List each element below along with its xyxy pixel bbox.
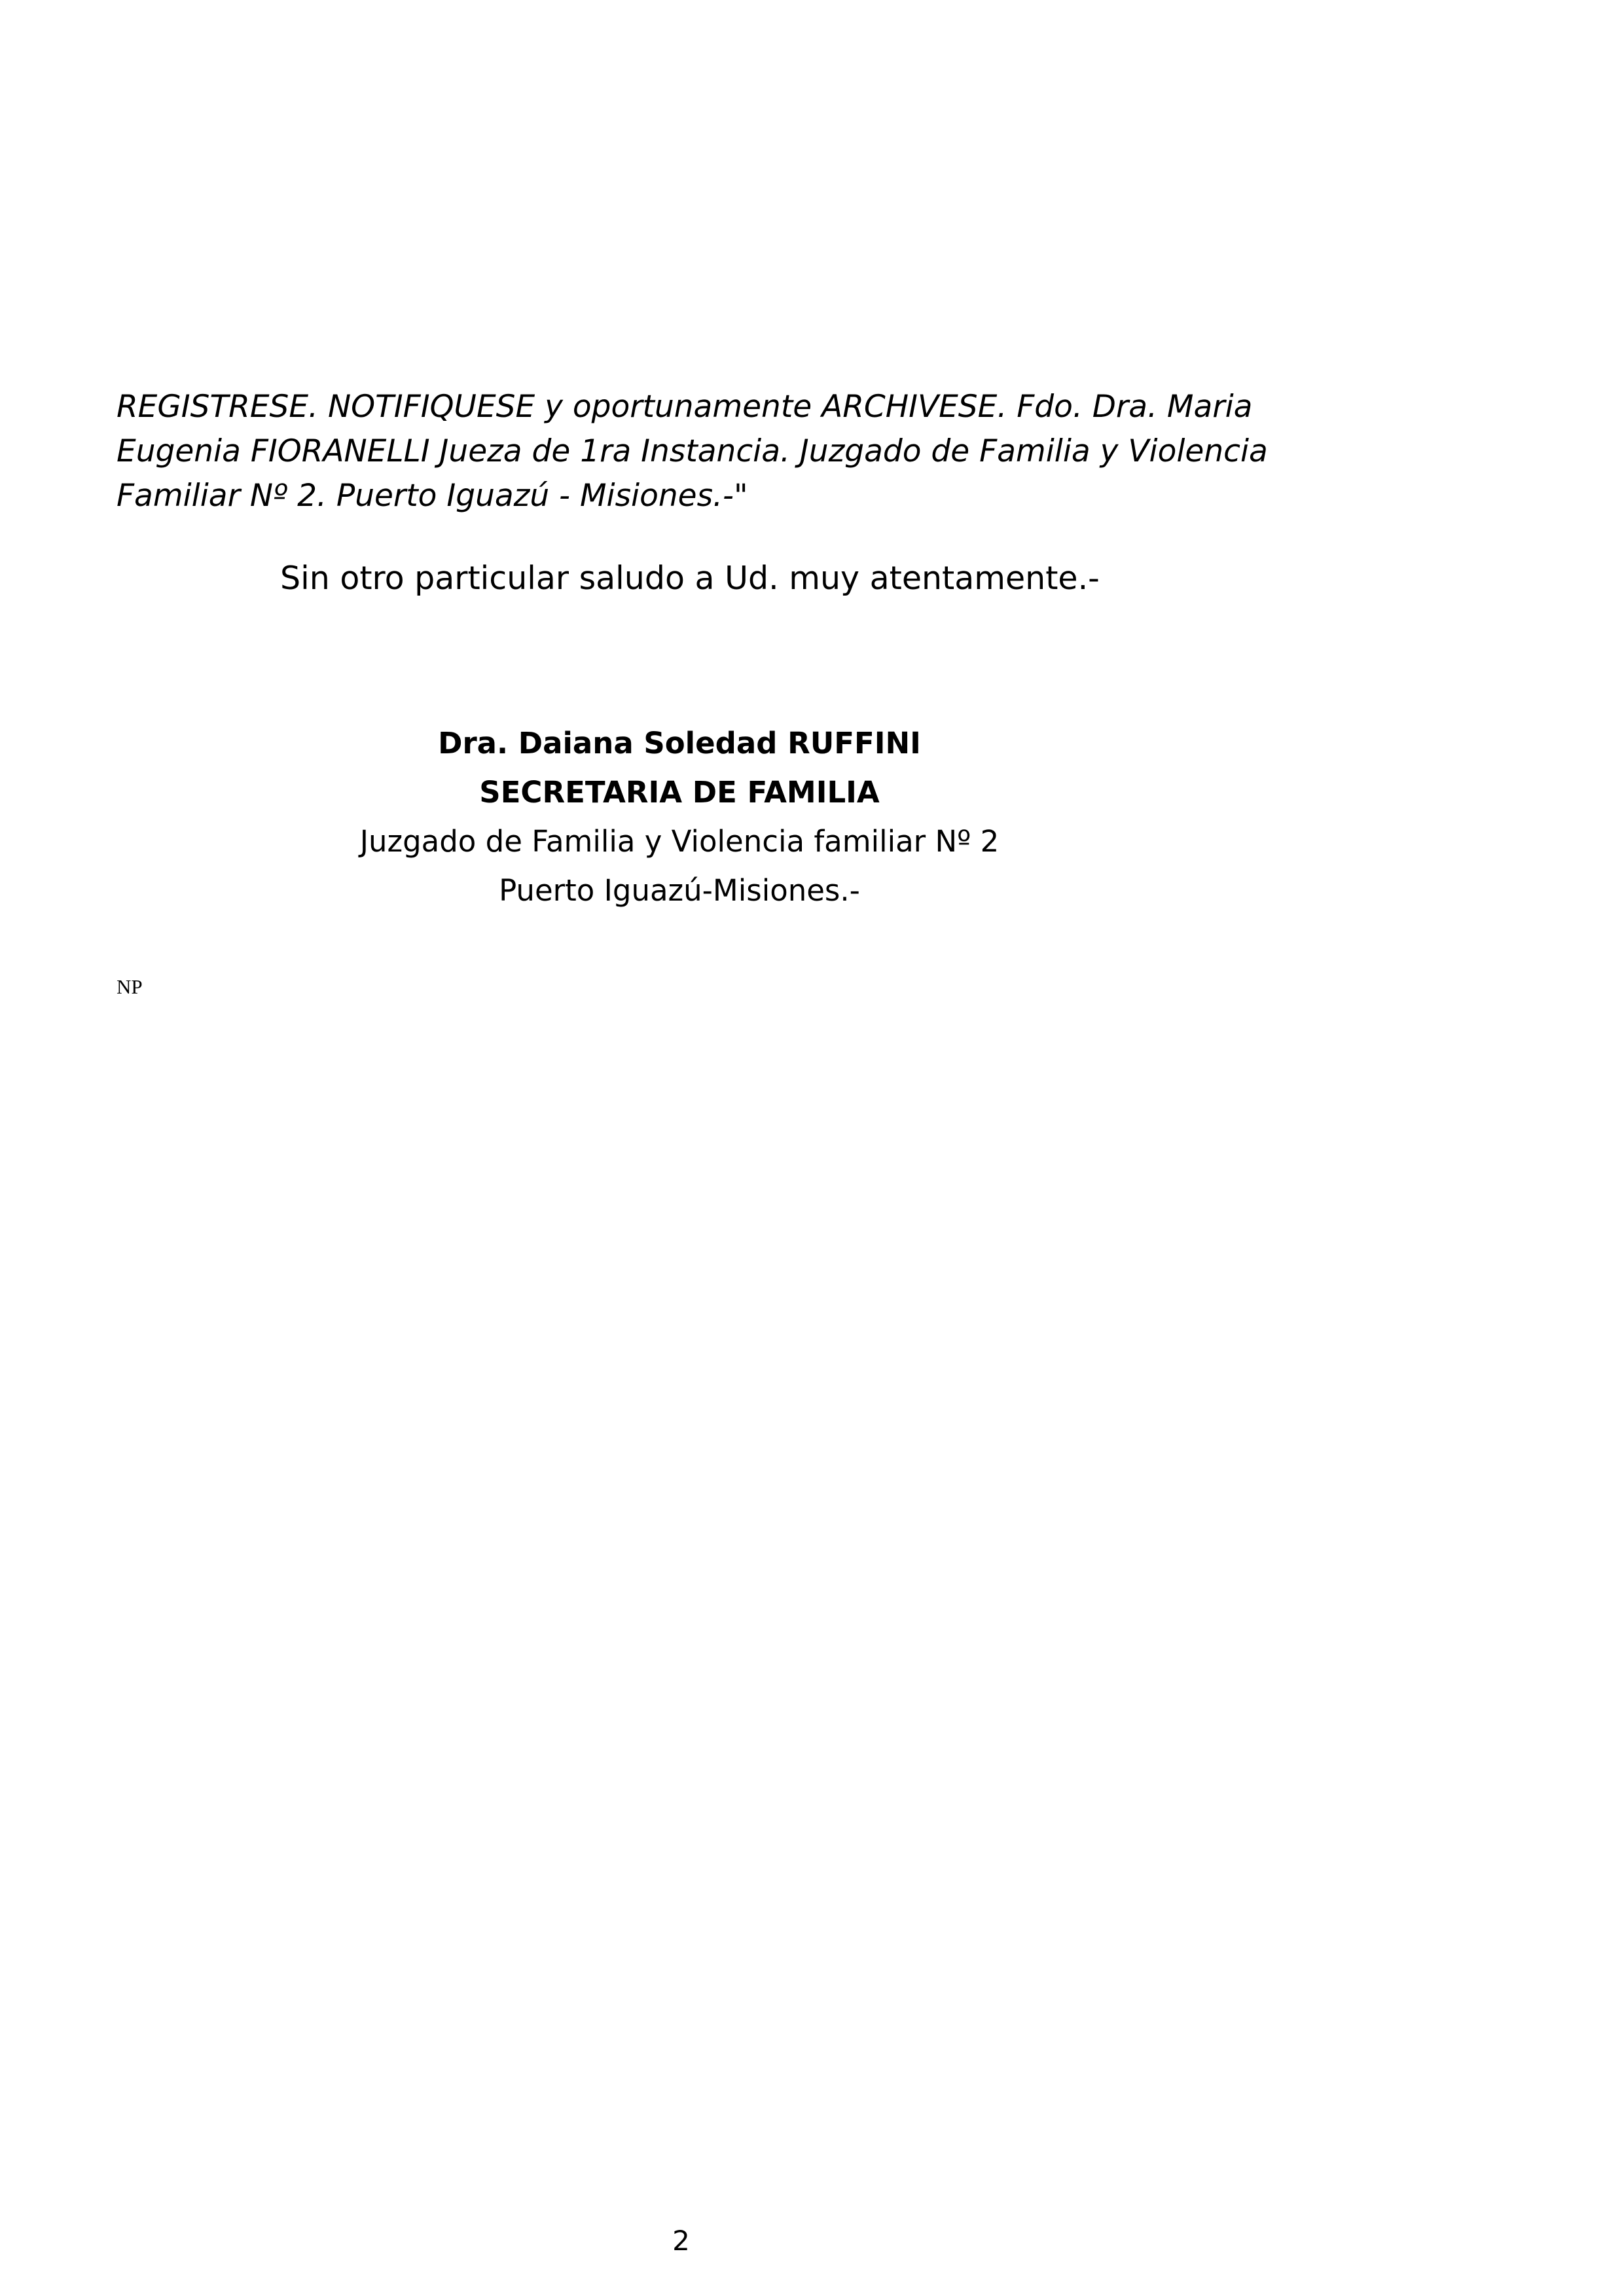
paragraph-line: Familiar Nº 2. Puerto Iguazú - Misiones.-" bbox=[117, 478, 748, 514]
paragraph-line: Eugenia FIORANELLI Jueza de 1ra Instancia. Juzgado de Familia y Violencia bbox=[117, 433, 1268, 469]
court-name: Juzgado de Familia y Violencia familiar Nº 2 bbox=[359, 824, 1000, 859]
signature-block bbox=[0, 719, 1359, 915]
typist-initials: NP bbox=[117, 975, 143, 998]
closing-salutation: Sin otro particular saludo a Ud. muy atentamente.- bbox=[280, 560, 1100, 597]
signatory-name: Dra. Daiana Soledad RUFFINI bbox=[438, 726, 921, 761]
resolution-paragraph bbox=[117, 385, 1269, 518]
page-number: 2 bbox=[672, 2225, 690, 2257]
paragraph-line: REGISTRESE. NOTIFIQUESE y oportunamente ARCHIVESE. Fdo. Dra. Maria bbox=[117, 389, 1253, 425]
court-location: Puerto Iguazú-Misiones.- bbox=[499, 873, 860, 908]
signatory-title: SECRETARIA DE FAMILIA bbox=[479, 775, 880, 810]
